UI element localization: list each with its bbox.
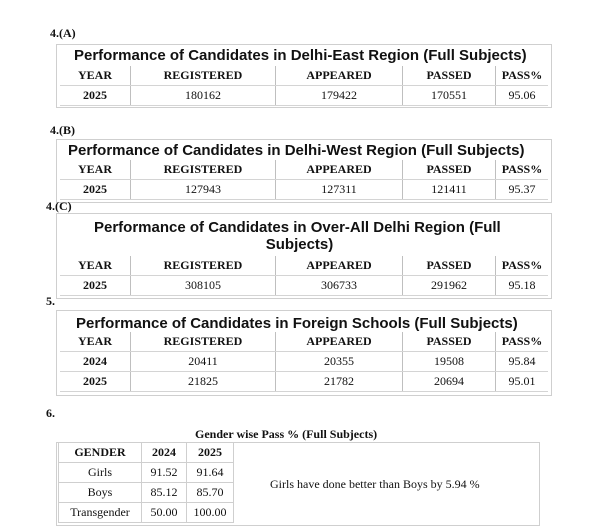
table-row — [60, 352, 548, 372]
section-title-5: Performance of Candidates in Foreign Schools (Full Subjects) — [76, 315, 518, 332]
cell-2024: 91.52 — [142, 463, 187, 483]
table-4c — [60, 256, 548, 296]
header-pass-percent: PASS% — [496, 66, 549, 86]
header-year: YEAR — [60, 160, 131, 180]
cell-appeared: 21782 — [276, 372, 403, 392]
cell-pass-percent: 95.18 — [496, 276, 549, 296]
header-registered: REGISTERED — [131, 256, 276, 276]
section-title-6: Gender wise Pass % (Full Subjects) — [195, 427, 378, 441]
table-row — [59, 483, 234, 503]
cell-pass-percent: 95.01 — [496, 372, 549, 392]
cell-2025: 85.70 — [187, 483, 234, 503]
table-row — [59, 463, 234, 483]
cell-gender: Boys — [59, 483, 142, 503]
cell-registered: 20411 — [131, 352, 276, 372]
header-passed: PASSED — [403, 256, 496, 276]
section-number-4b: 4.(B) — [50, 123, 75, 137]
gender-table — [58, 442, 234, 523]
table-5 — [60, 332, 548, 392]
cell-appeared: 127311 — [276, 180, 403, 200]
section-title-4c-line1: Performance of Candidates in Over-All Delhi Region (Full — [94, 219, 501, 236]
header-year: YEAR — [60, 66, 131, 86]
table-row — [60, 372, 548, 392]
table-header-row — [60, 256, 548, 276]
header-passed: PASSED — [403, 332, 496, 352]
header-passed: PASSED — [403, 66, 496, 86]
header-pass-percent: PASS% — [496, 160, 549, 180]
table-header-row — [60, 332, 548, 352]
cell-year: 2025 — [60, 180, 131, 200]
header-passed: PASSED — [403, 160, 496, 180]
section-title-4a: Performance of Candidates in Delhi-East Region (Full Subjects) — [74, 47, 527, 64]
header-2024: 2024 — [142, 443, 187, 463]
cell-appeared: 306733 — [276, 276, 403, 296]
table-row — [59, 503, 234, 523]
cell-registered: 308105 — [131, 276, 276, 296]
cell-2025: 100.00 — [187, 503, 234, 523]
header-appeared: APPEARED — [276, 332, 403, 352]
header-pass-percent: PASS% — [496, 256, 549, 276]
cell-gender: Girls — [59, 463, 142, 483]
table-row — [60, 86, 548, 106]
header-registered: REGISTERED — [131, 160, 276, 180]
section-number-4a: 4.(A) — [50, 26, 76, 40]
section-number-5: 5. — [46, 294, 55, 308]
cell-appeared: 20355 — [276, 352, 403, 372]
section-number-4c: 4.(C) — [46, 199, 72, 213]
header-pass-percent: PASS% — [496, 332, 549, 352]
gender-note: Girls have done better than Boys by 5.94 % — [270, 477, 480, 491]
cell-year: 2025 — [60, 86, 131, 106]
cell-year: 2025 — [60, 372, 131, 392]
cell-pass-percent: 95.37 — [496, 180, 549, 200]
header-year: YEAR — [60, 256, 131, 276]
header-registered: REGISTERED — [131, 66, 276, 86]
cell-2025: 91.64 — [187, 463, 234, 483]
cell-gender: Transgender — [59, 503, 142, 523]
table-header-row — [60, 66, 548, 86]
cell-passed: 20694 — [403, 372, 496, 392]
header-appeared: APPEARED — [276, 160, 403, 180]
cell-registered: 21825 — [131, 372, 276, 392]
table-header-row — [60, 160, 548, 180]
table-4a — [60, 66, 548, 106]
cell-passed: 121411 — [403, 180, 496, 200]
table-row — [60, 180, 548, 200]
cell-registered: 180162 — [131, 86, 276, 106]
header-appeared: APPEARED — [276, 256, 403, 276]
header-year: YEAR — [60, 332, 131, 352]
cell-appeared: 179422 — [276, 86, 403, 106]
header-gender: GENDER — [59, 443, 142, 463]
section-number-6: 6. — [46, 406, 55, 420]
cell-passed: 291962 — [403, 276, 496, 296]
section-title-4c-line2: Subjects) — [265, 236, 334, 253]
cell-pass-percent: 95.06 — [496, 86, 549, 106]
table-header-row — [59, 443, 234, 463]
table-row — [60, 276, 548, 296]
section-title-4b: Performance of Candidates in Delhi-West Region (Full Subjects) — [68, 142, 525, 159]
header-2025: 2025 — [187, 443, 234, 463]
header-registered: REGISTERED — [131, 332, 276, 352]
header-appeared: APPEARED — [276, 66, 403, 86]
cell-pass-percent: 95.84 — [496, 352, 549, 372]
cell-registered: 127943 — [131, 180, 276, 200]
cell-2024: 50.00 — [142, 503, 187, 523]
cell-year: 2025 — [60, 276, 131, 296]
cell-year: 2024 — [60, 352, 131, 372]
cell-passed: 19508 — [403, 352, 496, 372]
table-4b — [60, 160, 548, 200]
cell-passed: 170551 — [403, 86, 496, 106]
cell-2024: 85.12 — [142, 483, 187, 503]
